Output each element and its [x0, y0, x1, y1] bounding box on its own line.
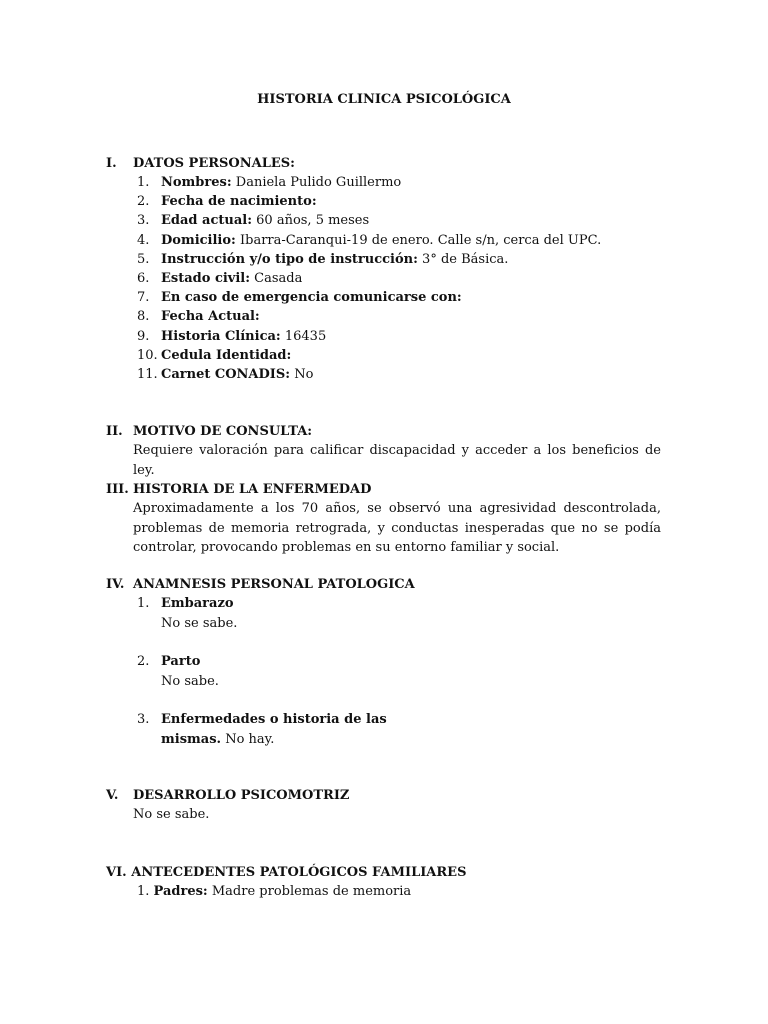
item-label: Fecha Actual:	[161, 309, 260, 325]
item-number: 5.	[137, 251, 150, 267]
section-number: II.	[106, 424, 123, 439]
item-value: 16435	[284, 328, 327, 344]
item-label: Nombres:	[161, 175, 232, 190]
item-number: 11.	[137, 367, 158, 383]
item-title: Enfermedades o historia de las mismas.	[161, 712, 387, 747]
section-heading	[106, 786, 661, 805]
list-item-historia-clinica	[106, 327, 661, 346]
list-item-conadis	[106, 365, 661, 384]
list-item-instruccion	[106, 250, 661, 269]
list-item-emergencia	[106, 288, 661, 307]
item-number: 7.	[137, 290, 150, 306]
item-number: 2.	[137, 654, 150, 669]
section-datos-personales	[106, 154, 661, 384]
section-number: VI.	[106, 865, 127, 880]
item-value: Madre problemas de memoria	[211, 884, 412, 899]
list-item-estado-civil	[106, 269, 661, 288]
item-value: Ibarra-Caranqui-19 de enero. Calle s/n, cerca del UPC.	[239, 232, 602, 248]
section-motivo-consulta	[106, 422, 661, 480]
list-item-enfermedades	[106, 710, 661, 749]
item-title: Embarazo	[161, 596, 234, 611]
list-item-cedula	[106, 346, 661, 365]
section-heading	[106, 480, 661, 499]
item-label: Cedula Identidad:	[161, 347, 292, 363]
section-title: MOTIVO DE CONSULTA:	[133, 424, 313, 439]
item-number: 8.	[137, 309, 150, 325]
item-number: 1.	[137, 175, 150, 190]
list-item-fecha-nacimiento	[106, 192, 661, 211]
section-title: ANTECEDENTES PATOLÓGICOS FAMILIARES	[131, 865, 467, 880]
section-title: DESARROLLO PSICOMOTRIZ	[133, 788, 350, 803]
item-number: 2.	[137, 194, 150, 210]
section-text: Requiere valoración para calificar discapacidad y acceder a los beneficios de ley.	[133, 443, 661, 478]
item-label: En caso de emergencia comunicarse con:	[161, 290, 462, 306]
item-label: Historia Clínica:	[161, 328, 281, 344]
section-heading	[106, 154, 661, 173]
section-number: IV.	[106, 577, 125, 592]
item-value: Daniela Pulido Guillermo	[235, 175, 402, 190]
item-text: No sabe.	[161, 673, 219, 689]
item-value: 3° de Básica.	[422, 251, 509, 267]
section-historia-enfermedad	[106, 480, 661, 558]
item-value: 60 años, 5 meses	[256, 213, 370, 229]
item-text: No se sabe.	[161, 615, 238, 631]
item-number: 3.	[137, 712, 150, 727]
item-number: 1.	[137, 884, 150, 899]
section-anamnesis	[106, 575, 661, 749]
item-label: Instrucción y/o tipo de instrucción:	[161, 251, 418, 267]
list-item-domicilio	[106, 231, 661, 250]
item-value: Casada	[254, 271, 303, 287]
item-label: Edad actual:	[161, 213, 252, 229]
item-text: No hay.	[225, 731, 275, 747]
section-heading	[106, 575, 661, 594]
section-number: I.	[106, 156, 117, 171]
section-title: HISTORIA DE LA ENFERMEDAD	[133, 482, 372, 497]
section-number: V.	[106, 788, 119, 803]
section-heading	[106, 422, 661, 441]
section-title: ANAMNESIS PERSONAL PATOLOGICA	[133, 577, 415, 592]
section-heading	[106, 863, 661, 882]
list-item-parto	[106, 652, 661, 691]
section-desarrollo-psicomotriz	[106, 786, 661, 825]
document-title: HISTORIA CLINICA PSICOLÓGICA	[257, 92, 511, 107]
item-number: 4.	[137, 232, 150, 248]
section-antecedentes-familiares	[106, 863, 661, 902]
item-label: Padres:	[153, 884, 208, 899]
item-number: 1.	[137, 596, 150, 611]
section-number: III.	[106, 482, 129, 497]
item-number: 3.	[137, 213, 150, 229]
section-text: No se sabe.	[133, 807, 210, 822]
list-item-nombres	[106, 173, 661, 192]
list-item-edad-actual	[106, 211, 661, 230]
list-item-fecha-actual	[106, 307, 661, 326]
item-number: 6.	[137, 271, 150, 287]
item-number: 9.	[137, 328, 150, 344]
item-label: Estado civil:	[161, 271, 251, 287]
section-title: DATOS PERSONALES:	[133, 156, 295, 171]
item-label: Domicilio:	[161, 232, 236, 248]
item-number: 10.	[137, 347, 158, 363]
list-item-embarazo	[106, 594, 661, 633]
item-label: Fecha de nacimiento:	[161, 194, 317, 210]
item-label: Carnet CONADIS:	[161, 367, 291, 383]
section-text: Aproximadamente a los 70 años, se observó una agresividad descontrolada, problemas de memoria retrograda, y conductas inesperadas que no se podía controlar, provocando problemas en su entorno familiar y social.	[133, 501, 661, 555]
item-title: Parto	[161, 654, 201, 669]
item-value: No	[294, 367, 314, 383]
list-item-padres	[137, 882, 661, 902]
